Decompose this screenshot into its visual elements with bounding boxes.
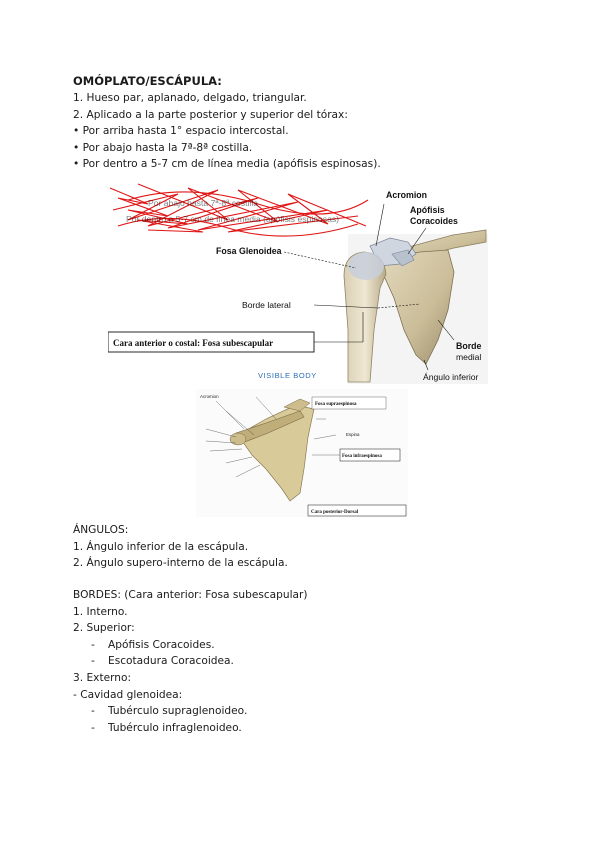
bordes-cavidad-item-2-text: Tubérculo infraglenoideo.	[108, 721, 242, 734]
intro-line-1: 1. Hueso par, aplanado, delgado, triangular.	[73, 92, 307, 104]
label-apofisis: Apófisis	[410, 205, 445, 215]
bordes-cavidad-item-2: - Tubérculo infraglenoideo.	[91, 721, 242, 734]
bordes-superior: 2. Superior:	[73, 622, 135, 635]
label-angulo-inferior: Ángulo inferior	[423, 372, 479, 382]
label-fosa-glenoidea: Fosa Glenoidea	[216, 246, 282, 256]
posterior-label-cara-posterior: Cara posterior-Dorsal	[311, 510, 359, 515]
angulos-item-1: 1. Ángulo inferior de la escápula.	[73, 540, 249, 553]
bordes-superior-item-1: - Apófisis Coracoides.	[91, 638, 215, 651]
intro-line-2: 2. Aplicado a la parte posterior y superior del tórax:	[73, 108, 348, 121]
bordes-heading: BORDES: (Cara anterior: Fosa subescapular)	[73, 589, 308, 601]
intro-line-4: • Por abajo hasta la 7ª-8ª costilla.	[73, 141, 253, 154]
posterior-label-fosa-infraespinosa: Fosa infraespinosa	[342, 454, 382, 459]
angulos-item-2: 2. Ángulo supero-interno de la escápula.	[73, 557, 288, 570]
posterior-label-fosa-supraespinosa: Fosa supraespinosa	[315, 402, 357, 407]
bordes-superior-item-1-text: Apófisis Coracoides.	[108, 638, 215, 651]
posterior-label-acromion: Acromion	[200, 394, 219, 399]
label-cara-anterior: Cara anterior o costal: Fosa subescapular	[113, 338, 274, 348]
label-borde-lateral: Borde lateral	[242, 300, 291, 310]
angulos-heading: ÁNGULOS:	[73, 524, 129, 536]
bordes-cavidad: - Cavidad glenoidea:	[73, 688, 183, 701]
scapula-anterior-illustration	[108, 180, 488, 385]
bordes-externo: 3. Externo:	[73, 672, 132, 684]
page-title: OMÓPLATO/ESCÁPULA:	[73, 74, 222, 88]
red-scribble	[110, 184, 368, 236]
scapula-anterior-figure	[108, 180, 488, 385]
label-acromion: Acromion	[386, 190, 428, 200]
scapula-posterior-figure	[196, 389, 408, 517]
scribbled-line-2: Por dentro a 5-7 cm de línea media (apófisis espinosas)	[126, 214, 340, 224]
bordes-cavidad-item-1-text: Tubérculo supraglenoideo.	[108, 705, 248, 718]
bordes-cavidad-item-1: - Tubérculo supraglenoideo.	[91, 705, 248, 718]
bordes-superior-item-2: - Escotadura Coracoidea.	[91, 655, 234, 668]
label-borde: Borde	[456, 341, 482, 351]
visible-body-logo: VISIBLE BODY	[258, 371, 317, 380]
bordes-superior-item-2-text: Escotadura Coracoidea.	[108, 655, 234, 668]
scapula-posterior-illustration	[196, 389, 408, 517]
bordes-interno: 1. Interno.	[73, 605, 128, 618]
scribbled-line-1: Por abajo hasta 7ª-8ª costilla	[148, 198, 259, 208]
label-coracoides: Coracoides	[410, 216, 458, 226]
label-medial: medial	[456, 352, 482, 362]
intro-line-5: • Por dentro a 5-7 cm de línea media (apófisis espinosas).	[73, 158, 381, 171]
posterior-label-espina: Espina	[346, 432, 360, 437]
intro-line-3: • Por arriba hasta 1° espacio intercostal.	[73, 125, 289, 138]
